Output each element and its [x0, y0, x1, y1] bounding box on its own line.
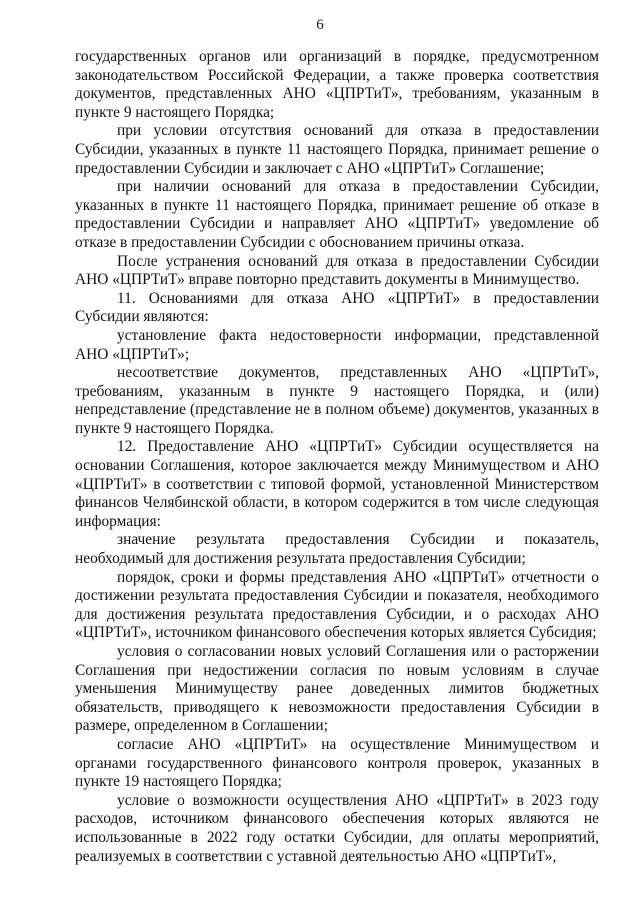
paragraph-6: установление факта недостоверности информации, представленной АНО «ЦПРТиТ»;: [75, 326, 599, 363]
document-body: [75, 48, 599, 866]
paragraph-11: условия о согласовании новых условий Соглашения или о расторжении Соглашения при недостижении согласия по новым условиям в случае уменьшения Минимуществу ранее доведенных лимитов бюджетных обязательств, приводящего к невозможности предоставления Субсидии в размере, определенном в Соглашении;: [75, 643, 599, 735]
paragraph-9: значение результата предоставления Субсидии и показатель, необходимый для достижения результата предоставления Субсидии;: [75, 531, 599, 568]
paragraph-5: 11. Основаниями для отказа АНО «ЦПРТиТ» в предоставлении Субсидии являются:: [75, 289, 599, 326]
page-number: 6: [316, 17, 324, 33]
paragraph-1: государственных органов или организаций в порядке, предусмотренном законодательством Российской Федерации, а также проверка соответствия документов, представленных АНО «ЦПРТиТ», требованиям, указанным в пункте 9 настоящего Порядка;: [75, 48, 599, 121]
paragraph-2: при условии отсутствия оснований для отказа в предоставлении Субсидии, указанных в пункте 11 настоящего Порядка, принимает решение о предоставлении Субсидии и заключает с АНО «ЦПРТиТ» Соглашение;: [75, 122, 599, 177]
paragraph-12: согласие АНО «ЦПРТиТ» на осуществление Минимуществом и органами государственного финансового контроля проверок, указанных в пункте 19 настоящего Порядка;: [75, 735, 599, 791]
paragraph-8: 12. Предоставление АНО «ЦПРТиТ» Субсидии осуществляется на основании Соглашения, которое заключается между Минимуществом и АНО «ЦПРТиТ» в соответствии с типовой формой, установленной Министерством финансов Челябинской области, в котором содержится в том числе следующая информация:: [75, 438, 599, 530]
paragraph-10: порядок, сроки и формы представления АНО «ЦПРТиТ» отчетности о достижении результата предоставления Субсидии и показателя, необходимого для достижения результата предоставления Субсидии, и о расходах АНО «ЦПРТиТ», источником финансового обеспечения которых является Субсидия;: [75, 568, 599, 642]
paragraph-13: условие о возможности осуществления АНО «ЦПРТиТ» в 2023 году расходов, источником финансового обеспечения которых являются не использованные в 2022 году остатки Субсидии, для оплаты мероприятий, реализуемых в соответствии с уставной деятельностью АНО «ЦПРТиТ»,: [75, 791, 599, 865]
paragraph-3: при наличии оснований для отказа в предоставлении Субсидии, указанных в пункте 11 настоящего Порядка, принимает решение об отказе в предоставлении Субсидии и направляет АНО «ЦПРТиТ» уведомление об отказе в предоставлении Субсидии с обоснованием причины отказа.: [75, 178, 599, 251]
paragraph-7: несоответствие документов, представленных АНО «ЦПРТиТ», требованиям, указанным в пункте 9 настоящего Порядка, и (или) непредставление (представление не в полном объеме) документов, указанных в пункте 9 настоящего Порядка.: [75, 364, 599, 437]
paragraph-4: После устранения оснований для отказа в предоставлении Субсидии АНО «ЦПРТиТ» вправе повторно представить документы в Минимущество.: [75, 252, 599, 289]
